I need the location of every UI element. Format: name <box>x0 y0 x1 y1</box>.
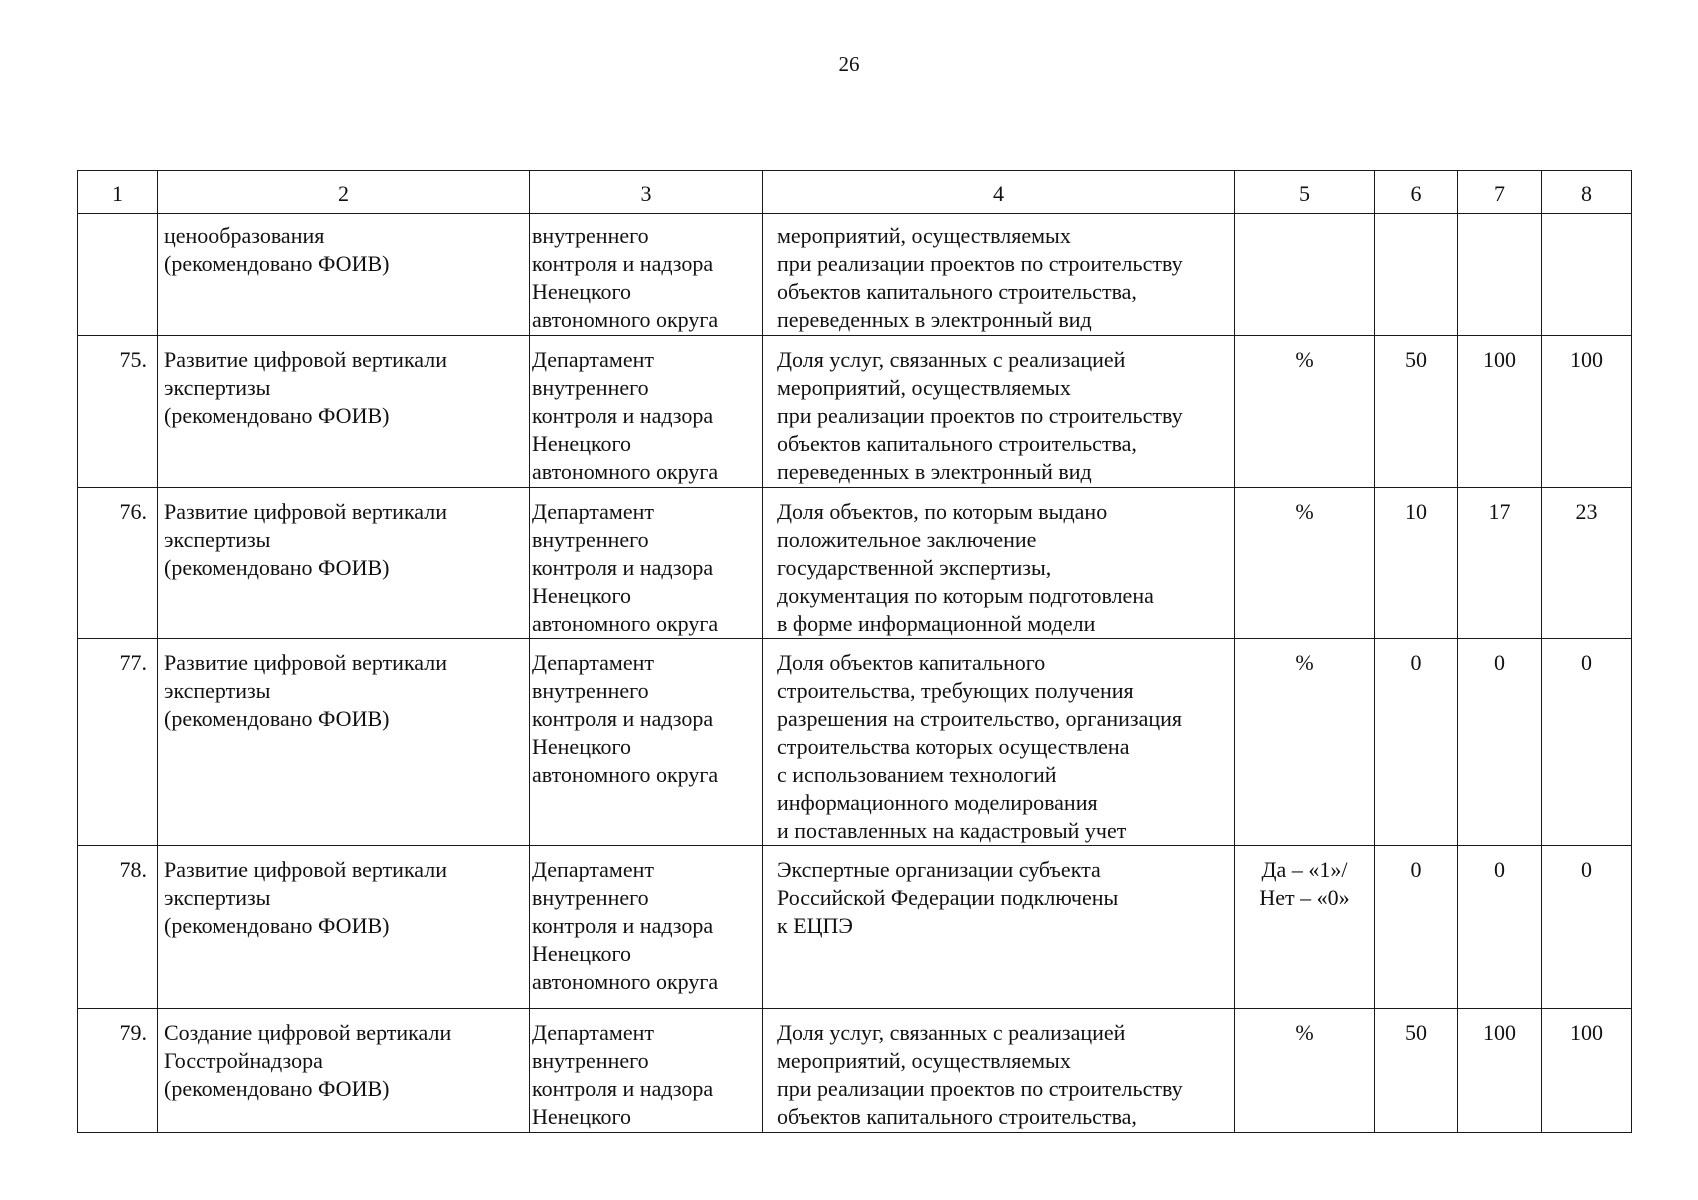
unit: % <box>1295 499 1314 524</box>
value-8-cell <box>1542 846 1632 1009</box>
activity-name: Развитие цифровой вертикали экспертизы (рекомендовано ФОИВ) <box>164 499 448 580</box>
row-number <box>78 214 157 222</box>
department-cell <box>530 336 763 488</box>
value-6-cell <box>1375 639 1458 846</box>
value-6: 0 <box>1410 650 1422 675</box>
department-cell <box>530 639 763 846</box>
value-6: 50 <box>1405 1020 1427 1045</box>
table-header <box>78 171 1632 214</box>
value-6-cell <box>1375 336 1458 488</box>
row-number: 76. <box>119 499 147 524</box>
department: Департамент внутреннего контроля и надзора Ненецкого автономного округа <box>532 499 719 636</box>
activity-name: Развитие цифровой вертикали экспертизы (рекомендовано ФОИВ) <box>164 650 448 731</box>
row-number-cell <box>78 639 158 846</box>
value-6-cell <box>1375 214 1458 336</box>
value-7-cell <box>1458 639 1542 846</box>
value-6-cell <box>1375 846 1458 1009</box>
department: Департамент внутреннего контроля и надзора Ненецкого автономного округа <box>532 347 719 484</box>
row-number: 78. <box>119 857 147 882</box>
row-number: 79. <box>119 1020 147 1045</box>
unit-cell <box>1235 639 1375 846</box>
indicator-cell <box>763 488 1235 639</box>
indicator: Экспертные организации субъекта Российской Федерации подключены к ЕЦПЭ <box>777 857 1119 938</box>
table-row <box>78 846 1632 1009</box>
value-6-cell <box>1375 488 1458 639</box>
indicator: Доля услуг, связанных с реализацией мероприятий, осуществляемых при реализации проектов по строительству объектов капитального строительства, <box>777 1020 1183 1129</box>
value-8: 100 <box>1570 347 1603 372</box>
header-cell-3: 3 <box>530 171 763 214</box>
department: Департамент внутреннего контроля и надзора Ненецкого автономного округа <box>532 650 719 787</box>
value-8 <box>1542 214 1631 222</box>
value-8-cell <box>1542 639 1632 846</box>
value-8: 100 <box>1570 1020 1603 1045</box>
table-row <box>78 639 1632 846</box>
unit: % <box>1295 650 1314 675</box>
unit <box>1235 214 1374 222</box>
value-7-cell <box>1458 488 1542 639</box>
value-7-cell <box>1458 1009 1542 1133</box>
indicator: Доля объектов, по которым выдано положительное заключение государственной экспертизы, документация по которым подготовлена в форме информационной модели <box>777 499 1154 636</box>
row-number-cell <box>78 214 158 336</box>
table-row <box>78 1009 1632 1133</box>
value-7: 17 <box>1488 499 1511 524</box>
activity-name-cell <box>158 336 530 488</box>
activity-name-cell <box>158 1009 530 1133</box>
value-8-cell <box>1542 336 1632 488</box>
activity-name-cell <box>158 488 530 639</box>
unit-cell <box>1235 488 1375 639</box>
unit-cell <box>1235 1009 1375 1133</box>
unit-cell <box>1235 336 1375 488</box>
table-row <box>78 214 1632 336</box>
indicators-table <box>77 170 1632 1133</box>
header-cell-5: 5 <box>1235 171 1375 214</box>
value-7: 0 <box>1494 857 1505 882</box>
header-cell-2: 2 <box>158 171 530 214</box>
header-cell-4: 4 <box>763 171 1235 214</box>
value-7-cell <box>1458 336 1542 488</box>
activity-name: Развитие цифровой вертикали экспертизы (рекомендовано ФОИВ) <box>164 347 448 428</box>
activity-name-cell <box>158 846 530 1009</box>
value-6 <box>1375 214 1457 222</box>
indicator-cell <box>763 214 1235 336</box>
value-6-cell <box>1375 1009 1458 1133</box>
row-number-cell <box>78 336 158 488</box>
activity-name-cell <box>158 214 530 336</box>
department: Департамент внутреннего контроля и надзора Ненецкого автономного округа <box>532 857 719 994</box>
department: внутреннего контроля и надзора Ненецкого автономного округа <box>532 223 719 332</box>
header-cell-6: 6 <box>1375 171 1458 214</box>
value-8-cell <box>1542 488 1632 639</box>
row-number: 77. <box>119 650 147 675</box>
value-8: 23 <box>1575 499 1598 524</box>
value-8: 0 <box>1581 857 1592 882</box>
row-number-cell <box>78 1009 158 1133</box>
activity-name: Развитие цифровой вертикали экспертизы (рекомендовано ФОИВ) <box>164 857 448 938</box>
table-row <box>78 336 1632 488</box>
table-body <box>78 214 1632 1133</box>
department-cell <box>530 846 763 1009</box>
header-cell-8: 8 <box>1542 171 1632 214</box>
value-8-cell <box>1542 1009 1632 1133</box>
row-number-cell <box>78 488 158 639</box>
department-cell <box>530 1009 763 1133</box>
header-row <box>78 171 1632 214</box>
value-6: 0 <box>1410 857 1422 882</box>
value-7: 100 <box>1483 347 1516 372</box>
row-number-cell <box>78 846 158 1009</box>
indicator: Доля объектов капитального строительства, требующих получения разрешения на строительство, организация строительства которых осуществлена с использованием технологий информационного моделирования и поставленных на кадастровый учет <box>777 650 1183 843</box>
page-number: 26 <box>838 52 860 76</box>
activity-name: ценообразования (рекомендовано ФОИВ) <box>164 223 390 276</box>
indicator: мероприятий, осуществляемых при реализации проектов по строительству объектов капитального строительства, переведенных в электронный вид <box>777 223 1183 332</box>
department: Департамент внутреннего контроля и надзора Ненецкого <box>532 1020 714 1129</box>
unit: % <box>1295 1020 1314 1045</box>
header-cell-7: 7 <box>1458 171 1542 214</box>
header-cell-1: 1 <box>78 171 158 214</box>
value-6: 10 <box>1405 499 1427 524</box>
indicator: Доля услуг, связанных с реализацией мероприятий, осуществляемых при реализации проектов по строительству объектов капитального строительства, переведенных в электронный вид <box>777 347 1183 484</box>
activity-name: Создание цифровой вертикали Госстройнадзора (рекомендовано ФОИВ) <box>164 1020 452 1101</box>
value-7 <box>1458 214 1541 222</box>
department-cell <box>530 488 763 639</box>
unit-cell <box>1235 846 1375 1009</box>
indicator-cell <box>763 846 1235 1009</box>
unit: Да – «1»/ Нет – «0» <box>1259 857 1350 910</box>
value-6: 50 <box>1405 347 1427 372</box>
indicator-cell <box>763 1009 1235 1133</box>
value-8-cell <box>1542 214 1632 336</box>
unit: % <box>1295 347 1314 372</box>
unit-cell <box>1235 214 1375 336</box>
indicator-cell <box>763 639 1235 846</box>
row-number: 75. <box>119 347 147 372</box>
indicator-cell <box>763 336 1235 488</box>
value-7: 100 <box>1483 1020 1516 1045</box>
department-cell <box>530 214 763 336</box>
table-row <box>78 488 1632 639</box>
activity-name-cell <box>158 639 530 846</box>
value-7-cell <box>1458 214 1542 336</box>
value-7-cell <box>1458 846 1542 1009</box>
value-7: 0 <box>1494 650 1505 675</box>
value-8: 0 <box>1581 650 1592 675</box>
